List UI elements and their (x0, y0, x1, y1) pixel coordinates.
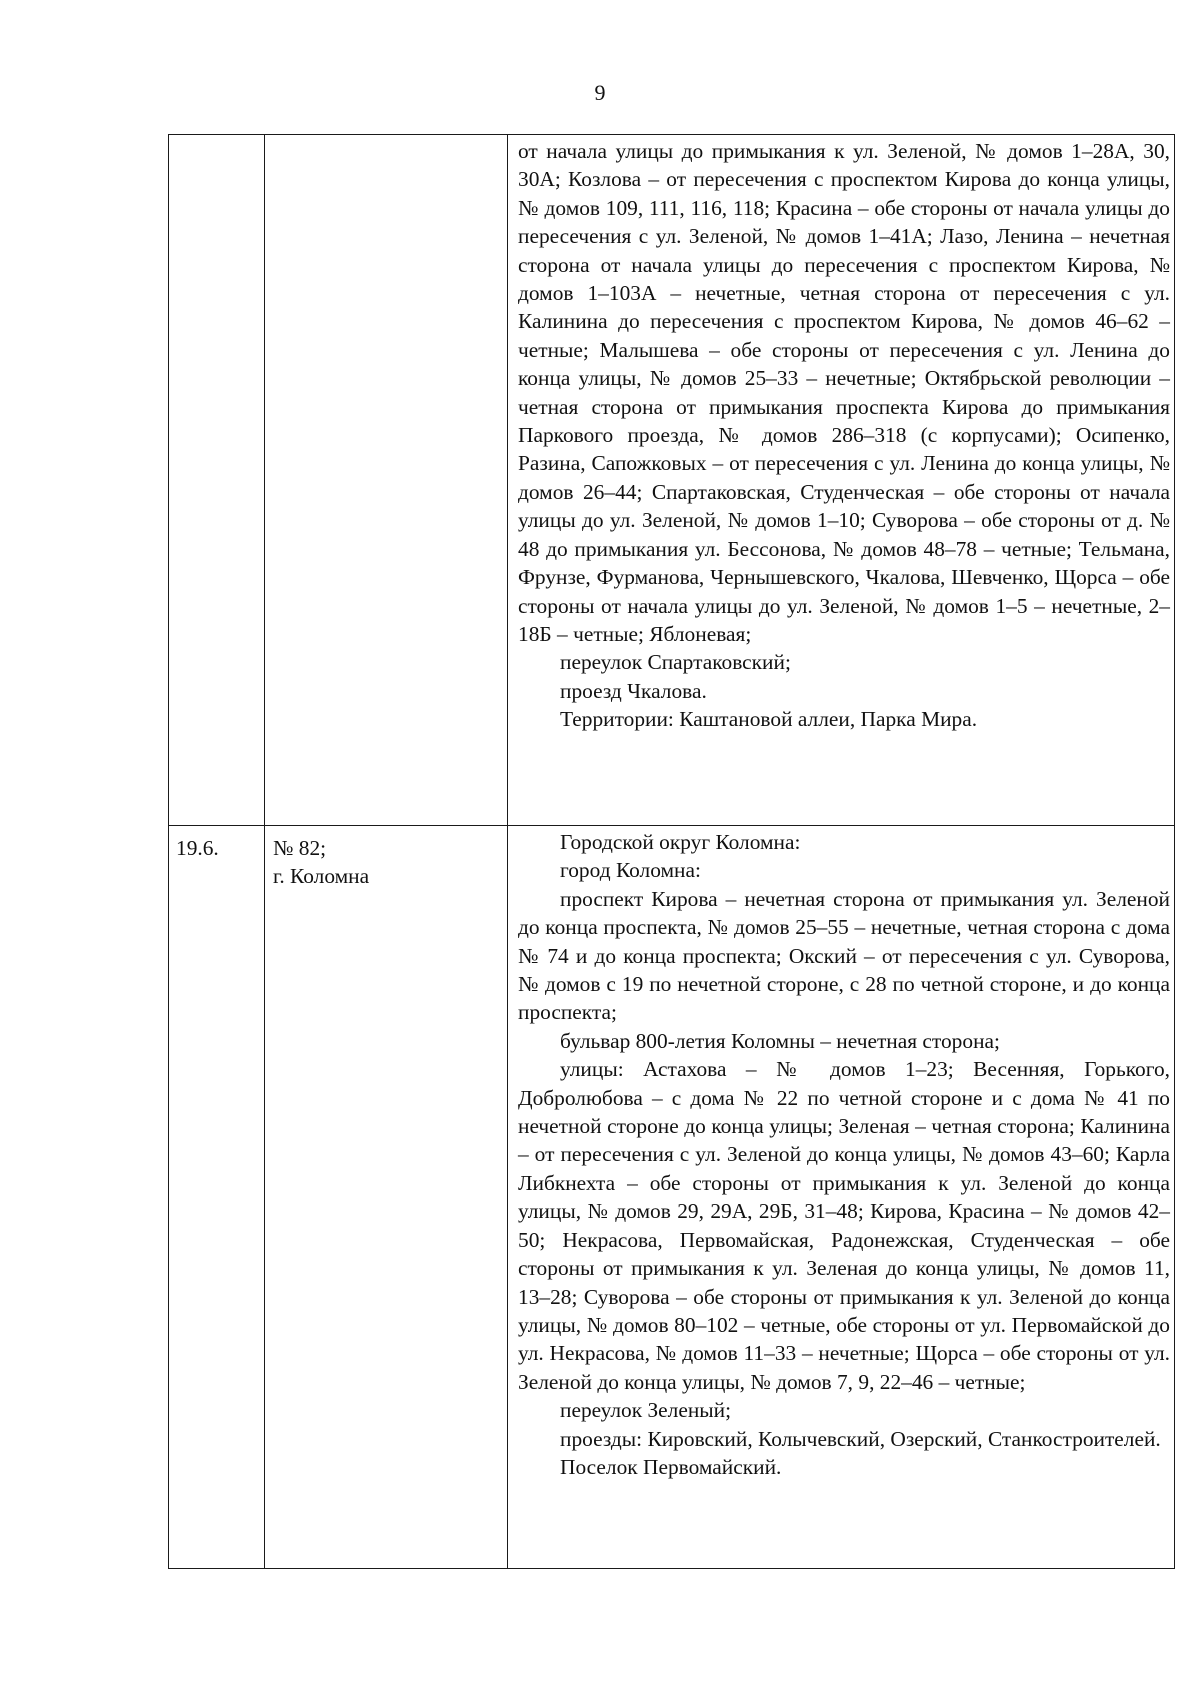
table-row (169, 826, 1175, 1569)
boundary-paragraph: от начала улицы до примыкания к ул. Зеленой, № домов 1–28А, 30, 30А; Козлова – от пересечения с проспектом Кирова до конца улицы, № домов 109, 111, 116, 118; Красина – обе стороны от начала улицы до пересечения с ул. Зеленой, № домов 1–41А; Лазо, Ленина – нечетная сторона от начала улицы до пересечения с проспектом Кирова, № домов 1–103А – нечетные, четная сторона от пересечения с ул. Калинина до пересечения с проспектом Кирова, № домов 46–62 – четные; Малышева – обе стороны от пересечения с ул. Ленина до конца улицы, № домов 25–33 – нечетные; Октябрьской революции – четная сторона от примыкания проспекта Кирова до примыкания Паркового проезда, № домов 286–318 (с корпусами); Осипенко, Разина, Сапожковых – от пересечения с ул. Ленина до конца улицы, № домов 26–44; Спартаковская, Студенческая – обе стороны от начала улицы до ул. Зеленой, № домов 1–10; Суворова – обе стороны от д. № 48 до примыкания ул. Бессонова, № домов 48–78 – четные; Тельмана, Фрунзе, Фурманова, Чернышевского, Чкалова, Шевченко, Щорса – обе стороны от начала улицы до ул. Зеленой, № домов 1–5 – нечетные, 2–18Б – четные; Яблоневая; (518, 139, 1170, 646)
boundary-paragraph: проезд Чкалова. (560, 678, 707, 703)
district-table-continuation (168, 134, 1175, 826)
table-row (169, 135, 1175, 826)
boundary-description-cell (508, 135, 1175, 826)
district-name-cell (265, 135, 508, 826)
district-city: г. Коломна (273, 864, 370, 889)
row-number-cell (169, 135, 265, 826)
boundary-paragraph: переулок Зеленый; (560, 1398, 732, 1423)
boundary-paragraph: город Коломна: (560, 858, 701, 883)
district-number: № 82; (273, 836, 327, 860)
boundary-paragraph: Городской округ Коломна: (560, 830, 801, 854)
boundary-paragraph: Поселок Первомайский. (560, 1454, 782, 1479)
district-table (168, 825, 1175, 1569)
boundary-description-cell (508, 826, 1175, 1569)
boundary-paragraph: улицы: Астахова – № домов 1–23; Весенняя, Горького, Добролюбова – с дома № 22 по четной стороне и с дома № 41 по нечетной стороне до конца улицы; Зеленая – четная сторона; Калинина – от пересечения с ул. Зеленой до конца улицы, № домов 43–60; Карла Либкнехта – обе стороны от примыкания к ул. Зеленой до конца улицы, № домов 29, 29А, 29Б, 31–48; Кирова, Красина – № домов 42–50; Некрасова, Первомайская, Радонежская, Студенческая – обе стороны от примыкания к ул. Зеленая до конца улицы, № домов 11, 13–28; Суворова – обе стороны от примыкания к ул. Зеленой до конца улицы, № домов 80–102 – четные, обе стороны от ул. Первомайской до ул. Некрасова, № домов 11–33 – нечетные; Щорса – обе стороны от ул. Зеленой до конца улицы, № домов 7, 9, 22–46 – четные; (518, 1057, 1170, 1394)
boundary-paragraph: Территории: Каштановой аллеи, Парка Мира. (560, 707, 978, 732)
boundary-paragraph: бульвар 800-летия Коломны – нечетная сторона; (560, 1028, 1000, 1053)
row-number-cell: 19.6. (169, 826, 265, 1569)
boundary-paragraph: переулок Спартаковский; (560, 650, 791, 675)
boundary-paragraph: проезды: Кировский, Колычевский, Озерский, Станкостроителей. (560, 1426, 1161, 1451)
boundary-paragraph: проспект Кирова – нечетная сторона от примыкания ул. Зеленой до конца проспекта, № домов 25–55 – нечетные, четная сторона с дома № 74 и до конца проспекта; Окский – от пересечения с ул. Суворова, № домов с 19 по нечетной стороне, с 28 по четной стороне, и до конца проспекта; (518, 886, 1170, 1025)
district-name-cell (265, 826, 508, 1569)
page-number: 9 (594, 80, 606, 105)
